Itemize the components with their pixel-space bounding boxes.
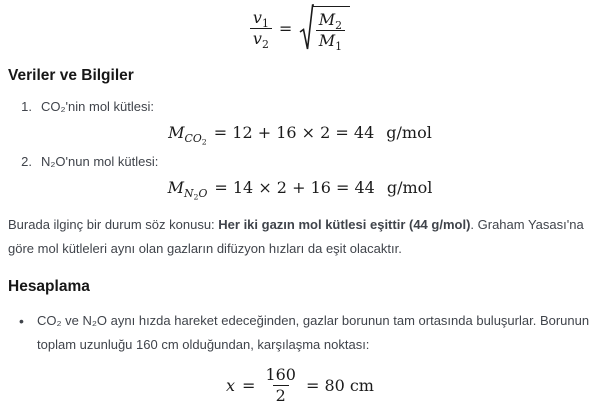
paragraph-segment: Burada ilginç bir durum söz konusu: [8,216,219,232]
formula-graham-law [8,4,592,52]
paragraph-bold-segment: Her iki gazın mol kütlesi eşittir (44 g/mol) [218,216,471,232]
equals-80: = 80 [305,375,345,395]
var-m2: M [318,9,336,29]
sub-2: 2 [261,37,269,51]
mn2o-lhs [167,177,208,202]
mn2o-rhs: = 14 × 2 + 16 = 44 [214,178,375,198]
paragraph-segment: . Graham Yasası'na göre mol kütleleri aynı olan gazların difüzyon hızları da eşit olacaktır. [8,216,584,256]
list-item-text: CO₂'nin mol kütlesi: [41,99,155,114]
sub-2: 2 [335,18,343,32]
unit-cm: cm [349,375,374,395]
formula-mco2 [8,123,592,147]
fraction-denominator: 2 [273,385,289,406]
bullet-icon: • [19,312,24,329]
equals-sign: = [278,18,293,38]
sub-n2o [184,187,207,200]
fraction-m2-m1 [316,10,345,51]
var-v1: v [252,7,262,27]
sub-n: N [183,187,194,201]
square-root [299,4,350,52]
equals-sign: = [242,375,256,395]
bullet-text: CO₂ ve N₂O aynı hızda hareket edeceğinden, gazlar borunun tam ortasında buluşurlar. Borunun toplam uzunluğu 160 cm olduğundan, karşılaşma noktası: [37,312,590,352]
radicand [313,6,350,51]
fraction-numerator [250,8,272,28]
fraction-denominator [316,30,345,51]
fraction-denominator [250,28,272,49]
sub-1: 1 [261,16,269,30]
list-item-n2o [8,153,592,171]
fraction-numerator: 160 [265,364,296,384]
explanation-paragraph [8,213,592,261]
list-item-text: N₂O'nun mol kütlesi: [41,153,159,169]
formula-meeting-point [8,365,592,406]
list-number: 2. [21,153,32,169]
fraction-160-2 [262,365,299,406]
subsub-2: 2 [201,137,207,147]
sub-co2 [185,132,207,145]
var-v2: v [252,28,262,48]
list-item-co2 [8,98,592,116]
sub-o: O [198,187,208,201]
list-number: 1. [21,99,32,114]
unit-g-mol: g/mol [386,178,433,198]
sub-co: CO [184,132,202,146]
var-m: M [167,177,184,197]
var-m1: M [318,30,336,50]
mco2-rhs: = 12 + 16 × 2 = 44 [213,123,375,143]
mco2-lhs [168,123,207,147]
section-heading-veriler: Veriler ve Bilgiler [8,67,134,84]
unit-g-mol: g/mol [386,123,432,143]
var-m: M [168,123,185,142]
var-x: x [226,375,236,395]
bullet-item [8,309,592,357]
sub-1: 1 [335,39,343,53]
subsub-2: 2 [193,192,199,202]
section-heading-hesaplama: Hesaplama [8,277,90,295]
formula-mn2o [8,177,592,202]
fraction-v1-v2 [250,8,272,49]
fraction-numerator [316,10,345,30]
